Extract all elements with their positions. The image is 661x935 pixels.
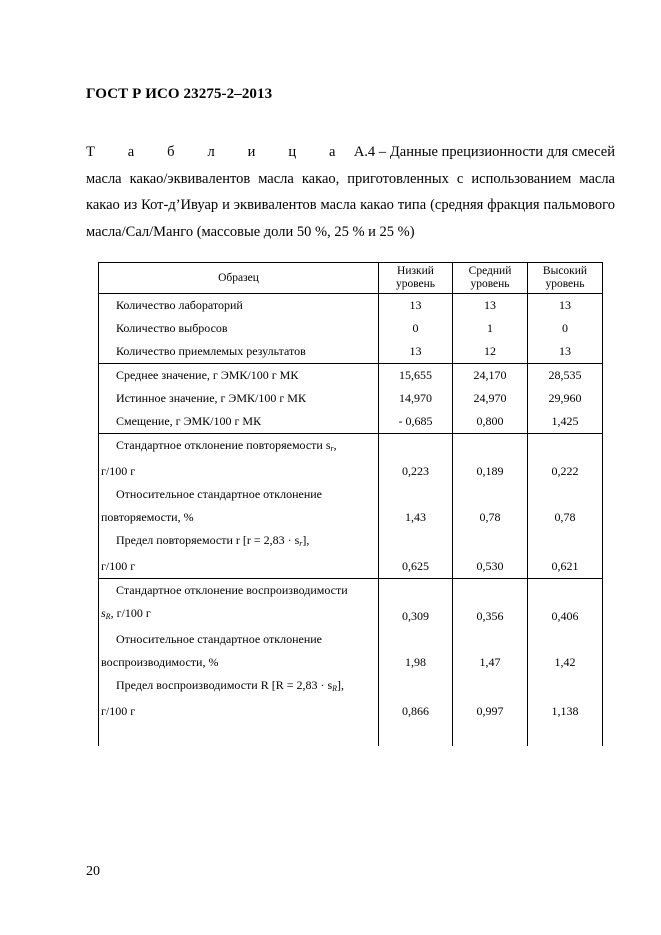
row-label: Среднее значение, г ЭМК/100 г МК (99, 364, 379, 388)
table-row (99, 364, 603, 388)
row-label (99, 723, 379, 746)
header-high-level: Высокий уровень (528, 263, 603, 294)
row-label-line2: г/100 г (101, 704, 136, 718)
cell-value: 1,43 (379, 483, 453, 529)
cell-value: 0,223 (379, 434, 453, 484)
row-label-subscript: R (105, 612, 111, 621)
cell-value: 0,621 (528, 529, 603, 579)
cell-value: 13 (379, 340, 453, 364)
row-label-line2-pre: s (101, 606, 106, 620)
table-row (99, 628, 603, 674)
row-label: Количество выбросов (99, 317, 379, 340)
table-row (99, 387, 603, 410)
row-label-line2: воспроизводимости, % (101, 655, 219, 669)
cell-value (528, 723, 603, 746)
table-row (99, 723, 603, 746)
cell-value: 0,78 (528, 483, 603, 529)
row-label-line1: Относительное стандартное отклонение (116, 632, 323, 646)
cell-value: 0,406 (528, 579, 603, 629)
header-low-level: Низкий уровень (379, 263, 453, 294)
table-row (99, 317, 603, 340)
row-label (99, 529, 379, 579)
cell-value: 0 (528, 317, 603, 340)
cell-value: 1,42 (528, 628, 603, 674)
row-label: Количество лабораторий (99, 294, 379, 318)
table-row (99, 529, 603, 579)
cell-value: 0,189 (453, 434, 528, 484)
table-row (99, 410, 603, 434)
row-label-line2: , г/100 г (110, 606, 151, 620)
cell-value: 15,655 (379, 364, 453, 388)
cell-value: 1,138 (528, 674, 603, 723)
cell-value: 0,625 (379, 529, 453, 579)
cell-value: 13 (453, 294, 528, 318)
precision-table-container (98, 262, 602, 718)
row-label (99, 434, 379, 484)
header-sample: Образец (99, 263, 379, 294)
row-label-line2: г/100 г (101, 464, 136, 478)
row-label-subscript: r (299, 539, 303, 548)
cell-value: 24,170 (453, 364, 528, 388)
cell-value: 0,997 (453, 674, 528, 723)
row-label-subscript: r (330, 444, 334, 453)
row-label (99, 483, 379, 529)
cell-value: 13 (528, 294, 603, 318)
cell-value: 0,800 (453, 410, 528, 434)
document-header: ГОСТ Р ИСО 23275-2–2013 (86, 86, 273, 102)
cell-value: 13 (379, 294, 453, 318)
row-label-line1: Стандартное отклонение воспроизводимости (116, 583, 348, 597)
cell-value: 0,222 (528, 434, 603, 484)
caption-label: Т а б л и ц а (86, 144, 351, 160)
row-label (99, 579, 379, 629)
header-medium-level: Средний уровень (453, 263, 528, 294)
row-label-line1: Предел повторяемости r [r = 2,83 · s (116, 533, 300, 547)
table-row (99, 674, 603, 723)
row-label-subscript: R (332, 684, 338, 693)
row-label-line2: повторяемости, % (101, 510, 194, 524)
table-row (99, 579, 603, 629)
cell-value: 12 (453, 340, 528, 364)
table-row (99, 340, 603, 364)
cell-value: 0,530 (453, 529, 528, 579)
cell-value: 1 (453, 317, 528, 340)
cell-value: 0,356 (453, 579, 528, 629)
precision-table (98, 262, 603, 746)
table-row (99, 483, 603, 529)
cell-value: 29,960 (528, 387, 603, 410)
cell-value: 1,425 (528, 410, 603, 434)
cell-value: 24,970 (453, 387, 528, 410)
table-row (99, 434, 603, 484)
cell-value (453, 723, 528, 746)
cell-value: 13 (528, 340, 603, 364)
caption-text: А.4 – Данные прецизионности для смесей масла какао/эквивалентов масла какао, приготовленных с использованием масла какао из Кот-д’Ивуар и эквивалентов масла какао типа (средняя фракция пальмового масла/Сал/Манго (массовые доли 50 %, 25 % и 25 %) (86, 144, 615, 240)
table-header-row (99, 263, 603, 294)
row-label: Количество приемлемых результатов (99, 340, 379, 364)
row-label-line1: Относительное стандартное отклонение (116, 487, 323, 501)
row-label: Истинное значение, г ЭМК/100 г МК (99, 387, 379, 410)
cell-value (379, 723, 453, 746)
cell-value: 0,866 (379, 674, 453, 723)
cell-value: 0,309 (379, 579, 453, 629)
cell-value: 14,970 (379, 387, 453, 410)
row-label-line1-end: , (333, 438, 337, 452)
cell-value: 1,47 (453, 628, 528, 674)
row-label (99, 628, 379, 674)
table-row (99, 294, 603, 318)
table-caption (86, 139, 615, 245)
row-label-line1-end: ], (302, 533, 310, 547)
cell-value: 0,78 (453, 483, 528, 529)
cell-value: - 0,685 (379, 410, 453, 434)
cell-value: 1,98 (379, 628, 453, 674)
row-label-line2: г/100 г (101, 559, 136, 573)
row-label: Смещение, г ЭМК/100 г МК (99, 410, 379, 434)
row-label-line1: Стандартное отклонение повторяемости s (116, 438, 331, 452)
cell-value: 28,535 (528, 364, 603, 388)
row-label-line1: Предел воспроизводимости R [R = 2,83 · s (116, 678, 333, 692)
row-label (99, 674, 379, 723)
cell-value: 0 (379, 317, 453, 340)
row-label-line1-end: ], (337, 678, 345, 692)
page-number: 20 (86, 864, 100, 879)
